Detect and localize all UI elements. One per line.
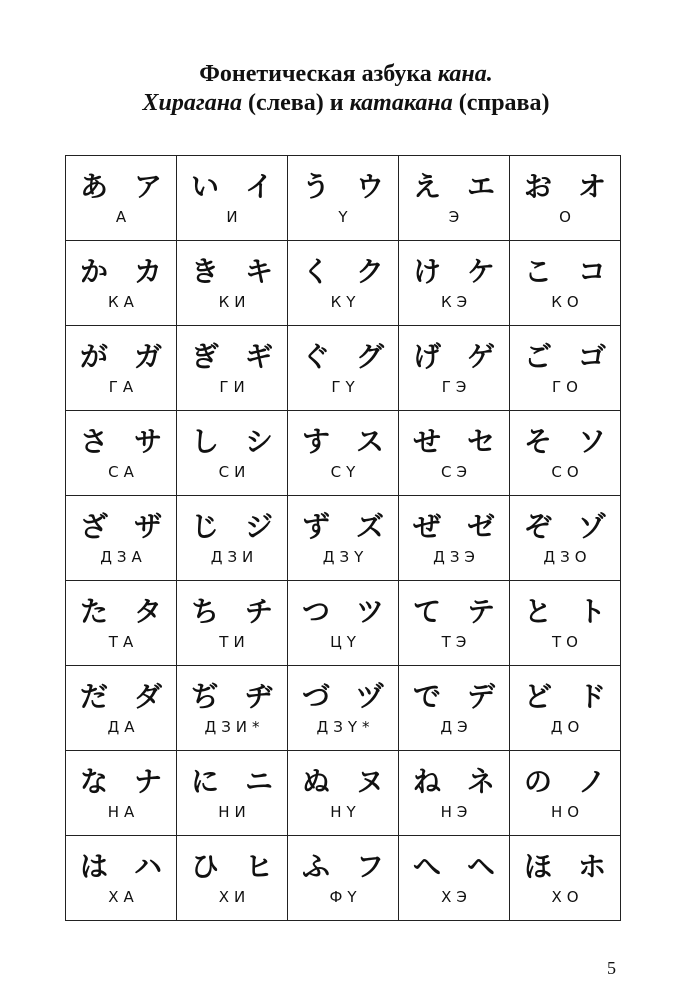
kana-pair <box>66 170 176 204</box>
kana-pair <box>288 255 398 289</box>
reading-label: И <box>226 208 243 226</box>
hiragana-char: が <box>79 340 108 373</box>
reading-label: СИ <box>218 463 251 481</box>
katakana-char: オ <box>577 170 606 203</box>
hiragana-char: き <box>190 255 219 288</box>
reading-label: ГИ <box>219 378 250 396</box>
kana-cell <box>510 496 621 581</box>
reading-label: ХА <box>108 888 139 906</box>
kana-pair <box>510 680 620 714</box>
kana-cell <box>288 751 399 836</box>
katakana-char: ズ <box>355 510 384 543</box>
kana-cell <box>510 581 621 666</box>
katakana-char: ゼ <box>466 510 495 543</box>
katakana-char: ニ <box>244 765 273 798</box>
katakana-char: ゴ <box>577 340 606 373</box>
title-line1-italic: кана. <box>437 61 493 87</box>
katakana-char: ド <box>577 680 606 713</box>
kana-cell <box>510 836 621 921</box>
table-row <box>66 496 621 581</box>
kana-cell <box>288 411 399 496</box>
hiragana-char: た <box>79 595 108 628</box>
kana-cell <box>399 496 510 581</box>
hiragana-char: ふ <box>301 850 330 883</box>
reading-label: СА <box>108 463 139 481</box>
kana-pair <box>288 765 398 799</box>
kana-cell <box>177 156 288 241</box>
katakana-char: ネ <box>466 765 495 798</box>
kana-cell <box>66 156 177 241</box>
kana-cell <box>177 496 288 581</box>
table-row <box>66 666 621 751</box>
page-title <box>0 60 692 118</box>
hiragana-char: い <box>190 170 219 203</box>
hiragana-char: ざ <box>79 510 108 543</box>
reading-label: СY <box>330 463 361 481</box>
title-line-2 <box>0 89 692 118</box>
reading-label: КО <box>551 293 584 311</box>
title-line1-regular: Фонетическая азбука <box>199 61 438 87</box>
katakana-char: ジ <box>244 510 273 543</box>
kana-pair <box>288 510 398 544</box>
hiragana-char: づ <box>301 680 330 713</box>
table-row <box>66 751 621 836</box>
reading-label: НО <box>550 803 585 821</box>
hiragana-char: く <box>301 255 330 288</box>
reading-label: ГО <box>552 378 583 396</box>
kana-cell <box>66 751 177 836</box>
reading-label: А <box>115 208 132 226</box>
kana-pair <box>288 340 398 374</box>
kana-pair <box>66 510 176 544</box>
reading-label: ТО <box>552 633 583 651</box>
kana-pair <box>399 340 509 374</box>
kana-cell <box>288 581 399 666</box>
reading-label: ФY <box>329 888 362 906</box>
page-number: 5 <box>607 958 616 978</box>
hiragana-char: は <box>79 850 108 883</box>
reading-label: КY <box>330 293 361 311</box>
kana-cell <box>288 836 399 921</box>
kana-cell <box>288 241 399 326</box>
kana-cell <box>66 241 177 326</box>
hiragana-char: え <box>412 170 441 203</box>
hiragana-char: ひ <box>190 850 219 883</box>
reading-label: ДЗИ <box>210 548 259 566</box>
kana-cell <box>399 241 510 326</box>
hiragana-char: ぞ <box>523 510 552 543</box>
hiragana-char: せ <box>412 425 441 458</box>
table-row <box>66 156 621 241</box>
hiragana-char: ぬ <box>301 765 330 798</box>
kana-cell <box>66 581 177 666</box>
katakana-char: エ <box>466 170 495 203</box>
kana-cell <box>399 751 510 836</box>
kana-cell <box>66 666 177 751</box>
title-katakana: катакана <box>349 90 453 116</box>
reading-label: ДЗY* <box>316 718 375 736</box>
kana-cell <box>510 751 621 836</box>
reading-label: ДЗА <box>100 548 147 566</box>
hiragana-char: な <box>79 765 108 798</box>
katakana-char: ク <box>355 255 384 288</box>
reading-label: ДЗО <box>543 548 592 566</box>
hiragana-char: け <box>412 255 441 288</box>
reading-label: ТЭ <box>441 633 472 651</box>
katakana-char: ゲ <box>466 340 495 373</box>
katakana-char: タ <box>133 595 162 628</box>
kana-cell <box>66 496 177 581</box>
kana-cell <box>510 411 621 496</box>
reading-label: Э <box>448 208 465 226</box>
kana-cell <box>399 156 510 241</box>
kana-pair <box>177 850 287 884</box>
katakana-char: ケ <box>466 255 495 288</box>
kana-pair <box>510 595 620 629</box>
hiragana-char: ど <box>523 680 552 713</box>
kana-table <box>65 155 621 921</box>
hiragana-char: す <box>301 425 330 458</box>
katakana-char: チ <box>244 595 273 628</box>
kana-cell <box>177 411 288 496</box>
katakana-char: ウ <box>355 170 384 203</box>
katakana-char: ヂ <box>244 680 273 713</box>
kana-pair <box>399 765 509 799</box>
kana-pair <box>510 340 620 374</box>
kana-pair <box>510 850 620 884</box>
hiragana-char: ず <box>301 510 330 543</box>
kana-pair <box>399 255 509 289</box>
reading-label: О <box>559 208 576 226</box>
hiragana-char: ご <box>523 340 552 373</box>
reading-label: КЭ <box>440 293 473 311</box>
kana-pair <box>66 765 176 799</box>
kana-cell <box>177 581 288 666</box>
reading-label: СО <box>551 463 584 481</box>
hiragana-char: じ <box>190 510 219 543</box>
reading-label: НА <box>107 803 140 821</box>
hiragana-char: だ <box>79 680 108 713</box>
table-row <box>66 326 621 411</box>
hiragana-char: ぐ <box>301 340 330 373</box>
katakana-char: キ <box>244 255 273 288</box>
katakana-char: ダ <box>133 680 162 713</box>
kana-cell <box>510 156 621 241</box>
hiragana-char: の <box>523 765 552 798</box>
katakana-char: ギ <box>244 340 273 373</box>
kana-cell <box>399 581 510 666</box>
kana-pair <box>288 850 398 884</box>
katakana-char: シ <box>244 425 273 458</box>
katakana-char: サ <box>133 425 162 458</box>
kana-cell <box>288 666 399 751</box>
katakana-char: イ <box>244 170 273 203</box>
kana-pair <box>177 510 287 544</box>
kana-cell <box>177 241 288 326</box>
kana-cell <box>66 836 177 921</box>
katakana-char: ヘ <box>466 850 495 883</box>
katakana-char: ホ <box>577 850 606 883</box>
title-hiragana: Хирагана <box>142 90 243 116</box>
katakana-char: デ <box>466 680 495 713</box>
kana-cell <box>399 411 510 496</box>
katakana-char: ゾ <box>577 510 606 543</box>
kana-pair <box>288 425 398 459</box>
reading-label: НY <box>330 803 361 821</box>
reading-label: ДЗЭ <box>433 548 480 566</box>
kana-pair <box>66 425 176 459</box>
kana-pair <box>510 425 620 459</box>
table-row <box>66 836 621 921</box>
katakana-char: ス <box>355 425 384 458</box>
hiragana-char: に <box>190 765 219 798</box>
hiragana-char: と <box>523 595 552 628</box>
kana-pair <box>510 255 620 289</box>
kana-pair <box>177 595 287 629</box>
katakana-char: ザ <box>133 510 162 543</box>
hiragana-char: あ <box>79 170 108 203</box>
reading-label: НИ <box>218 803 251 821</box>
katakana-char: テ <box>466 595 495 628</box>
kana-pair <box>288 595 398 629</box>
kana-cell <box>177 666 288 751</box>
kana-cell <box>288 326 399 411</box>
reading-label: ХО <box>551 888 584 906</box>
hiragana-char: ね <box>412 765 441 798</box>
hiragana-char: ぢ <box>190 680 219 713</box>
reading-label: Y <box>338 208 353 226</box>
katakana-char: ヒ <box>244 850 273 883</box>
katakana-char: ノ <box>577 765 606 798</box>
hiragana-char: て <box>412 595 441 628</box>
reading-label: КИ <box>218 293 251 311</box>
hiragana-char: お <box>523 170 552 203</box>
kana-cell <box>399 666 510 751</box>
kana-cell <box>288 156 399 241</box>
kana-cell <box>399 326 510 411</box>
kana-cell <box>66 326 177 411</box>
kana-pair <box>177 425 287 459</box>
katakana-char: ガ <box>133 340 162 373</box>
hiragana-char: つ <box>301 595 330 628</box>
hiragana-char: ぜ <box>412 510 441 543</box>
title-left-note: (слева) и <box>242 90 350 116</box>
reading-label: ГЭ <box>441 378 472 396</box>
table-row <box>66 581 621 666</box>
hiragana-char: か <box>79 255 108 288</box>
kana-pair <box>66 850 176 884</box>
kana-cell <box>177 751 288 836</box>
hiragana-char: う <box>301 170 330 203</box>
kana-pair <box>66 595 176 629</box>
kana-cell <box>288 496 399 581</box>
katakana-char: フ <box>355 850 384 883</box>
hiragana-char: そ <box>523 425 552 458</box>
kana-pair <box>399 170 509 204</box>
kana-pair <box>510 510 620 544</box>
reading-label: ДЗИ* <box>204 718 265 736</box>
reading-label: ТИ <box>219 633 250 651</box>
katakana-char: ソ <box>577 425 606 458</box>
reading-label: ДА <box>107 718 140 736</box>
hiragana-char: し <box>190 425 219 458</box>
reading-label: ХЭ <box>441 888 472 906</box>
kana-cell <box>510 241 621 326</box>
katakana-char: ヌ <box>355 765 384 798</box>
katakana-char: コ <box>577 255 606 288</box>
kana-pair <box>399 425 509 459</box>
kana-pair <box>177 170 287 204</box>
title-line-1 <box>0 60 692 89</box>
katakana-char: ア <box>133 170 162 203</box>
hiragana-char: こ <box>523 255 552 288</box>
table-row <box>66 411 621 496</box>
kana-pair <box>288 680 398 714</box>
kana-cell <box>177 836 288 921</box>
katakana-char: ハ <box>133 850 162 883</box>
kana-pair <box>66 255 176 289</box>
reading-label: ТА <box>108 633 139 651</box>
kana-pair <box>399 510 509 544</box>
kana-cell <box>510 326 621 411</box>
kana-table-body <box>66 156 621 921</box>
hiragana-char: へ <box>412 850 441 883</box>
reading-label: ДО <box>550 718 585 736</box>
reading-label: ГY <box>331 378 360 396</box>
reading-label: ГА <box>108 378 139 396</box>
reading-label: НЭ <box>440 803 473 821</box>
kana-pair <box>177 680 287 714</box>
reading-label: ДЭ <box>440 718 473 736</box>
kana-pair <box>510 765 620 799</box>
kana-pair <box>177 340 287 374</box>
kana-pair <box>510 170 620 204</box>
reading-label: СЭ <box>441 463 472 481</box>
kana-pair <box>177 765 287 799</box>
kana-pair <box>399 680 509 714</box>
kana-cell <box>399 836 510 921</box>
kana-pair <box>66 340 176 374</box>
table-row <box>66 241 621 326</box>
hiragana-char: ち <box>190 595 219 628</box>
kana-pair <box>399 595 509 629</box>
katakana-char: ヅ <box>355 680 384 713</box>
katakana-char: カ <box>133 255 162 288</box>
reading-label: КА <box>108 293 139 311</box>
reading-label: ХИ <box>218 888 251 906</box>
kana-cell <box>510 666 621 751</box>
kana-cell <box>66 411 177 496</box>
katakana-char: ツ <box>355 595 384 628</box>
kana-pair <box>288 170 398 204</box>
kana-pair <box>66 680 176 714</box>
katakana-char: グ <box>355 340 384 373</box>
reading-label: ДЗY <box>322 548 369 566</box>
kana-pair <box>399 850 509 884</box>
katakana-char: ト <box>577 595 606 628</box>
hiragana-char: さ <box>79 425 108 458</box>
hiragana-char: ぎ <box>190 340 219 373</box>
hiragana-char: げ <box>412 340 441 373</box>
reading-label: ЦY <box>330 633 361 651</box>
kana-pair <box>177 255 287 289</box>
kana-cell <box>177 326 288 411</box>
hiragana-char: で <box>412 680 441 713</box>
title-right-note: (справа) <box>452 90 550 116</box>
katakana-char: ナ <box>133 765 162 798</box>
katakana-char: セ <box>466 425 495 458</box>
hiragana-char: ほ <box>523 850 552 883</box>
